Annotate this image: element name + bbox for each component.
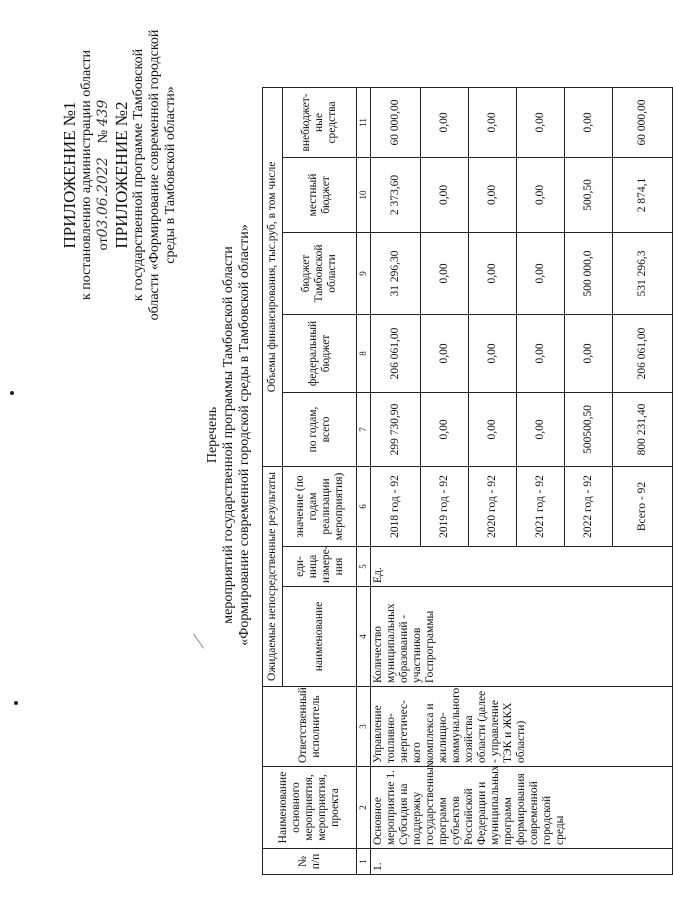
- measure-name: Основное мероприятие 1. Субсидия на поддержку государственных программ субъектов Российской Федерации и муниципальных программ формирования современной городской среды: [371, 767, 673, 849]
- scan-mark: [193, 633, 204, 648]
- header-local: местный бюджет: [283, 157, 357, 232]
- col-number: 9: [357, 232, 371, 314]
- table-row: [371, 32, 421, 874]
- funding-federal: 0,00: [517, 314, 565, 392]
- header-by-years: по годам, всего: [283, 392, 357, 466]
- funding-regional: 0,00: [421, 232, 469, 314]
- table-spacer: [517, 32, 565, 87]
- handwritten-number: 439: [95, 99, 111, 127]
- funding-regional: 0,00: [469, 232, 517, 314]
- header-unit: еди-ница измере-ния: [283, 547, 357, 587]
- funding-total: 299 730,90: [371, 392, 421, 466]
- table-spacer: [283, 32, 357, 87]
- handwritten-date: 03.06.2022: [95, 157, 111, 238]
- funding-total: 0,00: [469, 392, 517, 466]
- col-number: 11: [357, 87, 371, 157]
- table-spacer: [613, 32, 673, 87]
- funding-extra: 0,00: [421, 87, 469, 157]
- funding-local: 2 373,60: [371, 157, 421, 232]
- date-prefix: от: [96, 237, 111, 251]
- table-spacer: [357, 32, 371, 87]
- funding-local: 0,00: [517, 157, 565, 232]
- table-spacer: [565, 32, 613, 87]
- col-number: 6: [357, 466, 371, 546]
- header-results-group: Ожидаемые непосредственные результаты: [263, 466, 283, 686]
- title-line-2: мероприятий государственной программы Тамбовской области: [221, 246, 236, 624]
- appendix-2-line2: области «Формирование современной городской: [147, 29, 162, 321]
- header-num: № п/п: [263, 849, 357, 875]
- appendix-2-line3: среды в Тамбовской области»: [163, 86, 178, 264]
- measure-executor: Управление топливно-энергетичес-кого комплекса и жилищно-коммунального хозяйства области (далее - управление ТЭК и ЖКХ области): [371, 687, 673, 767]
- funding-federal: 0,00: [469, 314, 517, 392]
- header-funding-group: Объемы финансирования, тыс.руб, в том числе: [263, 87, 283, 466]
- col-number: 10: [357, 157, 371, 232]
- title-line-3: «Формирование современной городской среды в Тамбовской области»: [237, 224, 252, 646]
- funding-federal: 206 061,00: [613, 314, 673, 392]
- funding-extra: 0,00: [565, 87, 613, 157]
- year-value: 2018 год - 92: [371, 466, 421, 546]
- header-name: Наименование основного мероприятия, мероприятия, проекта: [263, 767, 357, 849]
- header-row-group: [263, 32, 283, 874]
- funding-total: 0,00: [517, 392, 565, 466]
- table-spacer: [469, 32, 517, 87]
- funding-local: 500,50: [565, 157, 613, 232]
- funding-extra: 60 000,00: [371, 87, 421, 157]
- header-regional: бюджет Тамбовской области: [283, 232, 357, 314]
- appendix-1-title: ПРИЛОЖЕНИЕ №1: [60, 101, 79, 249]
- document-title: [205, 125, 253, 745]
- funding-local: 0,00: [469, 157, 517, 232]
- year-value: 2020 год - 92: [469, 466, 517, 546]
- header-federal: федеральный бюджет: [283, 314, 357, 392]
- col-number: 3: [357, 687, 371, 767]
- table-spacer: [263, 32, 283, 87]
- funding-regional: 531 296,3: [613, 232, 673, 314]
- scan-dot: [10, 391, 14, 395]
- funding-local: 0,00: [421, 157, 469, 232]
- funding-extra: 0,00: [517, 87, 565, 157]
- funding-federal: 206 061,00: [371, 314, 421, 392]
- header-extra: внебюджет-ные средства: [283, 87, 357, 157]
- funding-extra: 0,00: [469, 87, 517, 157]
- header-result-name: наименование: [283, 587, 357, 687]
- decree-date-line: [95, 20, 112, 330]
- col-number: 4: [357, 587, 371, 687]
- table-spacer: [421, 32, 469, 87]
- result-name: Количество муниципальных образований - участников Госпрограммы: [371, 587, 673, 687]
- column-number-row: [357, 32, 371, 874]
- funding-regional: 31 296,30: [371, 232, 421, 314]
- col-number: 7: [357, 392, 371, 466]
- appendix-1-subtitle: к постановлению администрации области: [79, 49, 94, 301]
- year-value: 2021 год - 92: [517, 466, 565, 546]
- col-number: 1: [357, 849, 371, 875]
- funding-federal: 0,00: [421, 314, 469, 392]
- title-line-1: Перечень: [205, 406, 220, 464]
- appendix-2-line1: к государственной программе Тамбовской: [131, 48, 146, 302]
- header-value: значение (по годам реализации мероприятия): [283, 466, 357, 546]
- row-num: 1.: [371, 849, 673, 875]
- funding-local: 2 874,1: [613, 157, 673, 232]
- scan-dot: [14, 701, 18, 705]
- col-number: 2: [357, 767, 371, 849]
- header-executor: Ответственный исполнитель: [263, 687, 357, 767]
- funding-total: 500500,50: [565, 392, 613, 466]
- funding-extra: 60 000,00: [613, 87, 673, 157]
- measures-table: [262, 32, 673, 875]
- funding-federal: 0,00: [565, 314, 613, 392]
- year-value: 2019 год - 92: [421, 466, 469, 546]
- funding-regional: 0,00: [517, 232, 565, 314]
- number-prefix: №: [96, 129, 111, 144]
- table-spacer: [371, 32, 421, 87]
- funding-regional: 500 000,0: [565, 232, 613, 314]
- year-value-total: Всего - 92: [613, 466, 673, 546]
- funding-total: 800 231,40: [613, 392, 673, 466]
- appendix-header: [60, 20, 179, 330]
- col-number: 8: [357, 314, 371, 392]
- col-number: 5: [357, 547, 371, 587]
- funding-total: 0,00: [421, 392, 469, 466]
- appendix-2-title: ПРИЛОЖЕНИЕ №2: [112, 101, 131, 249]
- year-value: 2022 год - 92: [565, 466, 613, 546]
- result-unit: Ед.: [371, 547, 673, 587]
